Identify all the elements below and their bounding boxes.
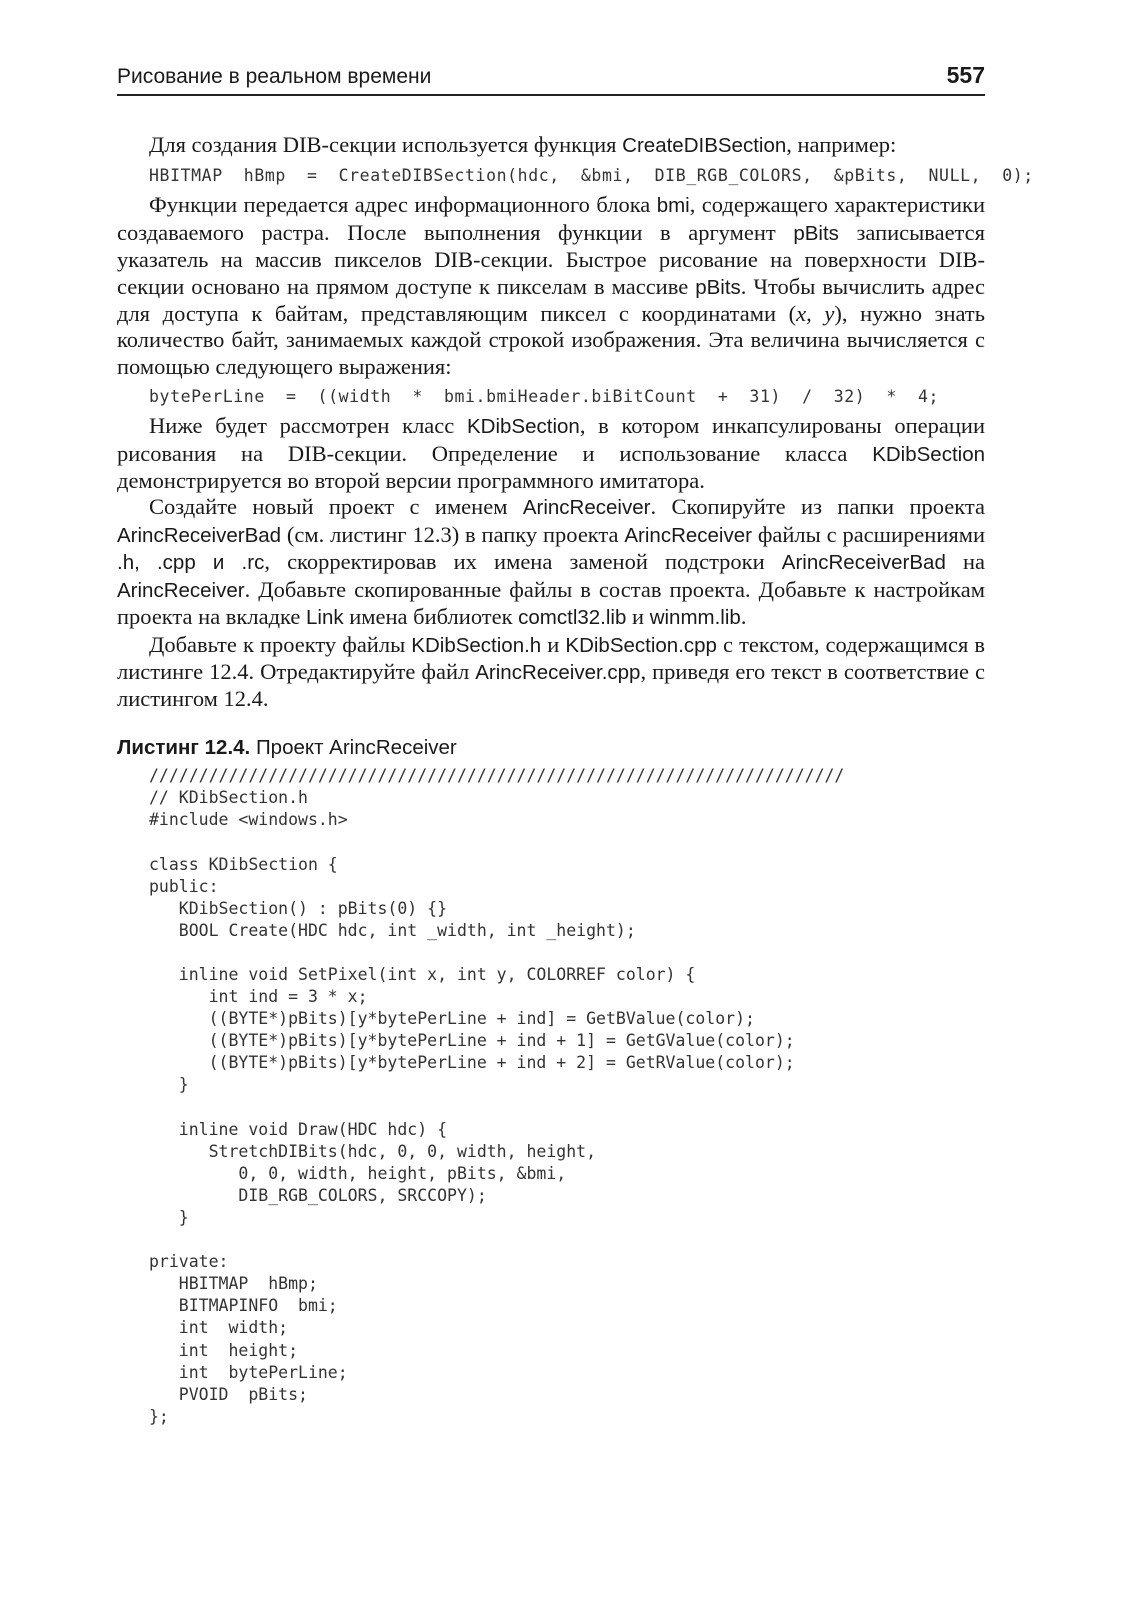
text-run: , например: <box>786 132 897 157</box>
inline-code: ArincReceiverBad <box>781 551 946 575</box>
text-run: и <box>541 631 566 657</box>
code-line: // KDibSection.h <box>149 788 308 808</box>
code-line: HBITMAP hBmp; <box>149 1274 318 1294</box>
code-line: StretchDIBits(hdc, 0, 0, width, height, <box>149 1141 597 1161</box>
chapter-title: Рисование в реальном времени <box>117 65 432 88</box>
paragraph-intro <box>117 132 985 159</box>
page-number: 557 <box>946 62 985 88</box>
code-line: }; <box>149 1406 169 1426</box>
code-line: class KDibSection { <box>149 854 338 874</box>
inline-code: ArincReceiver <box>117 578 245 602</box>
inline-code: comctl32.lib <box>518 606 627 630</box>
code-line: ////////////////////////////////////////////////////////////////////// <box>149 766 845 786</box>
inline-code: KDibSection <box>467 415 580 439</box>
code-line: public: <box>149 876 219 896</box>
code-line: BOOL Create(HDC hdc, int _width, int _height); <box>149 920 636 940</box>
text-run: с текстом, содержащимся в листинге 12.4. Отредактируйте файл <box>117 631 985 684</box>
code-line <box>149 1097 985 1119</box>
inline-code: KDibSection <box>872 442 985 466</box>
code-line: 0, 0, width, height, pBits, &bmi, <box>149 1163 567 1183</box>
inline-code: bmi <box>656 194 690 218</box>
text-run: . <box>740 604 747 630</box>
code-line: ((BYTE*)pBits)[y*bytePerLine + ind + 2] = GetRValue(color); <box>149 1053 795 1073</box>
listing-title: Проект ArincReceiver <box>250 735 457 759</box>
inline-code: CreateDIBSection <box>622 134 787 157</box>
text-run: (см. листинг 12.3) в папку проекта <box>281 521 625 547</box>
code-line: } <box>149 1208 189 1227</box>
italic-coords: x, y <box>796 301 835 327</box>
code-line: #include <windows.h> <box>149 810 348 830</box>
paragraph-functions <box>117 192 985 380</box>
text-run: Для создания DIB-секции используется функция <box>149 132 623 157</box>
text-run: демонстрируется во второй версии программного имитатора. <box>117 468 705 494</box>
inline-code: Link <box>306 606 344 630</box>
text-run: Добавьте к проекту файлы <box>149 631 412 657</box>
code-line-createdibsection: HBITMAP hBmp = CreateDIBSection(hdc, &bmi, DIB_RGB_COLORS, &pBits, NULL, 0); <box>149 166 1034 186</box>
text-run: , скорректировав их имена заменой подстроки <box>264 549 782 575</box>
text-run: . Чтобы вычислить адрес для доступа к байтам, представляющим пиксел с координатами ( <box>117 273 985 327</box>
inline-code: ArincReceiver <box>624 523 752 547</box>
code-line: PVOID pBits; <box>149 1384 308 1404</box>
code-line <box>149 1229 985 1251</box>
text-run: и <box>626 604 650 630</box>
text-run: на <box>945 549 986 575</box>
listing-label: Листинг 12.4. <box>117 735 251 759</box>
text-run: файлы с расширениями <box>751 521 985 547</box>
page-body <box>117 132 1034 1428</box>
text-run: имена библиотек <box>343 604 519 630</box>
paragraph-add-files <box>117 632 985 713</box>
text-run: , содержащего характеристики создаваемого растра. После выполнения функции в аргумент <box>117 192 985 245</box>
inline-code: winmm.lib <box>649 606 741 630</box>
text-run: . Добавьте скопированные файлы в состав проекта. Добавьте к настройкам проекта на вкладке <box>117 576 985 630</box>
code-line: int height; <box>149 1340 299 1360</box>
inline-code: pBits <box>695 275 741 299</box>
inline-code: KDibSection.cpp <box>565 633 717 657</box>
code-line: } <box>149 1075 189 1095</box>
code-line <box>149 831 985 853</box>
inline-code: ArincReceiver <box>522 496 651 520</box>
paragraph-new-project <box>117 494 985 631</box>
code-line: inline void SetPixel(int x, int y, COLORREF color) { <box>149 964 696 984</box>
code-line: inline void Draw(HDC hdc) { <box>149 1119 448 1139</box>
code-line: ((BYTE*)pBits)[y*bytePerLine + ind + 1] = GetGValue(color); <box>149 1031 795 1051</box>
code-line: DIB_RGB_COLORS, SRCCOPY); <box>149 1185 487 1205</box>
inline-code: ArincReceiverBad <box>117 523 282 547</box>
text-run: записывается указатель на массив пикселов DIB-секции. Быстрое рисование на поверхности DIB-секции основано на прямом доступе к пикселам в массиве <box>117 219 985 299</box>
inline-code: .h, .cpp и .rc <box>117 551 265 575</box>
code-line: KDibSection() : pBits(0) {} <box>149 898 448 918</box>
code-line: private: <box>149 1252 229 1272</box>
code-line: ((BYTE*)pBits)[y*bytePerLine + ind] = GetBValue(color); <box>149 1009 755 1029</box>
text-run: , приведя его текст в соответствие с листингом 12.4. <box>117 658 985 712</box>
inline-code: ArincReceiver.cpp <box>475 660 641 684</box>
code-line-byteperline: bytePerLine = ((width * bmi.bmiHeader.biBitCount + 31) / 32) * 4; <box>149 387 940 407</box>
code-listing <box>149 765 985 1428</box>
text-run: ), нужно знать количество байт, занимаемых каждой строкой изображения. Эта величина вычисляется с помощью следующего выражения: <box>117 301 985 379</box>
inline-code: KDibSection.h <box>411 633 542 657</box>
code-line: int bytePerLine; <box>149 1362 348 1382</box>
text-run: Ниже будет рассмотрен класс <box>149 413 467 439</box>
paragraph-kdibsection <box>117 413 985 494</box>
inline-code: pBits <box>793 221 839 245</box>
code-line: int ind = 3 * x; <box>149 987 368 1007</box>
text-run: , в котором инкапсулированы операции рисования на DIB-секции. Определение и использование класса <box>117 413 985 466</box>
text-run: Создайте новый проект с именем <box>149 494 523 520</box>
code-line: int width; <box>149 1318 289 1338</box>
running-header <box>117 62 985 96</box>
listing-caption <box>117 735 985 761</box>
code-line <box>149 942 985 964</box>
text-run: . Скопируйте из папки проекта <box>650 494 985 520</box>
code-line: BITMAPINFO bmi; <box>149 1296 338 1316</box>
text-run: Функции передается адрес информационного блока <box>149 192 657 218</box>
